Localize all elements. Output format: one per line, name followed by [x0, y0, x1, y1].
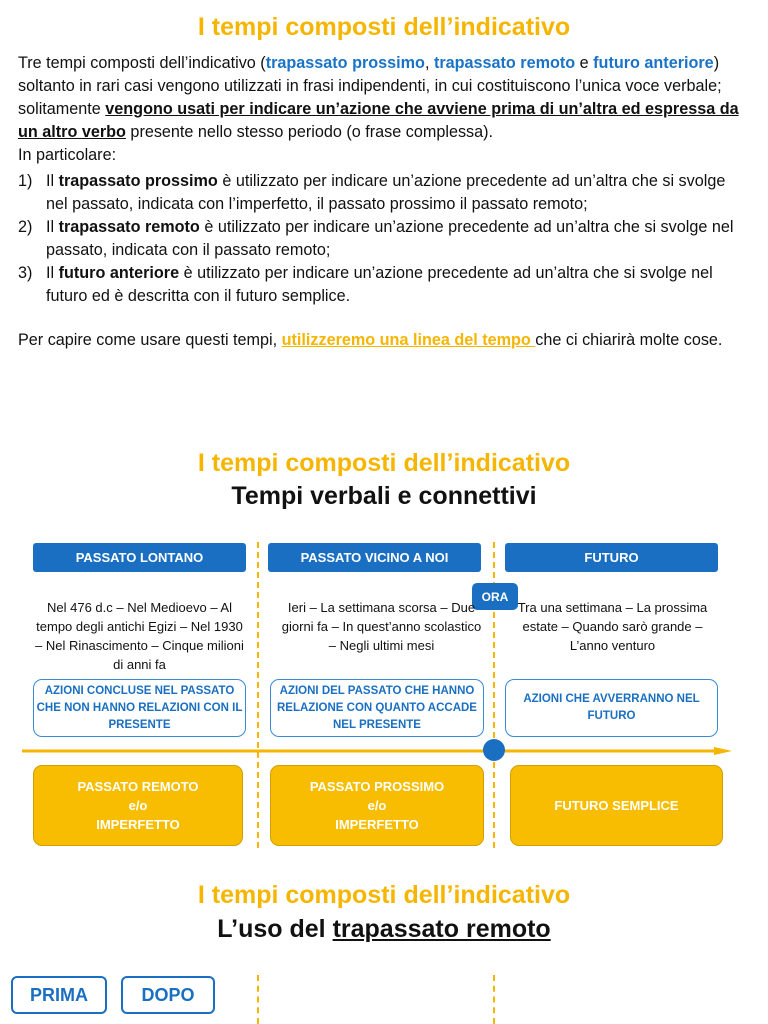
column-divider [257, 542, 259, 848]
intro-text-6: In particolare: [18, 146, 117, 164]
list-number: 1) [18, 172, 33, 190]
list-term: trapassato remoto [58, 218, 200, 236]
section1-title: I tempi composti dell’indicativo [197, 13, 571, 41]
list-item [18, 262, 748, 308]
list-text: è utilizzato per indicare un’azione precedente ad un’altra che si svolge nel futuro ed è descritta con il futuro semplice. [46, 264, 713, 305]
usage-list [18, 170, 748, 308]
intro-text-2: , [424, 54, 434, 72]
section3-title: I tempi composti dell’indicativo [197, 881, 571, 909]
list-term: trapassato prossimo [58, 172, 218, 190]
list-text: è utilizzato per indicare un’azione precedente ad un’altra che si svolge nel passato, indicata con il passato remoto; [46, 218, 734, 259]
list-number: 2) [18, 218, 33, 236]
examples-passato-vicino: Ieri – La settimana scorsa – Due giorni fa – In quest’anno scolastico – Negli ultimi mesi [281, 600, 482, 653]
intro-text-1: Tre tempi composti dell’indicativo ( [18, 54, 266, 72]
closing-text-1: Per capire come usare questi tempi, [18, 331, 282, 349]
header-passato-lontano: PASSATO LONTANO [33, 543, 246, 572]
column-divider [493, 975, 495, 1024]
section3-subtitle [0, 915, 768, 944]
term-trapassato-remoto: trapassato remoto [433, 54, 576, 72]
subtitle-prefix: L’uso del [217, 915, 333, 943]
term-futuro-anteriore: futuro anteriore [593, 54, 714, 72]
relation-passato-vicino: AZIONI DEL PASSATO CHE HANNO RELAZIONE CON QUANTO ACCADE NEL PRESENTE [270, 679, 484, 737]
header-futuro: FUTURO [505, 543, 718, 572]
relation-passato-lontano: AZIONI CONCLUSE NEL PASSATO CHE NON HANNO RELAZIONI CON IL PRESENTE [33, 679, 246, 737]
list-text: è utilizzato per indicare un’azione precedente ad un’altra che si svolge nel passato, indicata con l’imperfetto, il passato prossimo il passato remoto; [46, 172, 726, 213]
tense-passato-prossimo: PASSATO PROSSIMO e/o IMPERFETTO [270, 765, 484, 846]
list-text: Il [46, 264, 59, 282]
now-dot [483, 739, 505, 761]
closing-paragraph [18, 329, 748, 352]
tense-futuro-semplice: FUTURO SEMPLICE [510, 765, 723, 846]
closing-text-2: che ci chiarirà molte cose. [535, 331, 723, 349]
intro-text-3: e [575, 54, 594, 72]
dopo-button[interactable]: DOPO [121, 976, 215, 1014]
examples-futuro: Tra una settimana – La prossima estate – Quando sarò grande – L’anno venturo [517, 600, 708, 653]
timeline-link[interactable]: utilizzeremo una linea del tempo [281, 331, 536, 349]
now-marker-label: ORA [472, 583, 518, 610]
relation-futuro: AZIONI CHE AVVERRANNO NEL FUTURO [505, 679, 718, 737]
section2-title: I tempi composti dell’indicativo [197, 449, 571, 477]
list-number: 3) [18, 264, 33, 282]
list-item [18, 170, 748, 216]
intro-emphasis: vengono usati per indicare un’azione che avviene prima di un’altra ed espressa da un altro verbo [18, 100, 739, 141]
term-trapassato-prossimo: trapassato prossimo [265, 54, 425, 72]
list-item [18, 216, 748, 262]
intro-paragraph [18, 52, 748, 167]
timeline-arrow [22, 747, 732, 755]
list-text: Il [46, 172, 59, 190]
intro-text-5: presente nello stesso periodo (o frase complessa). [125, 123, 494, 141]
header-passato-vicino: PASSATO VICINO A NOI [268, 543, 481, 572]
prima-button[interactable]: PRIMA [11, 976, 107, 1014]
intro-text-4: ) soltanto in rari casi vengono utilizzati in frasi indipendenti, in cui costituiscono l’unica voce verbale; solitamente [18, 54, 722, 118]
list-text: Il [46, 218, 59, 236]
list-term: futuro anteriore [58, 264, 180, 282]
tense-passato-remoto: PASSATO REMOTO e/o IMPERFETTO [33, 765, 243, 846]
column-divider [257, 975, 259, 1024]
section2-subtitle: Tempi verbali e connettivi [231, 482, 537, 510]
examples-passato-lontano: Nel 476 d.c – Nel Medioevo – Al tempo degli antichi Egizi – Nel 1930 – Nel Rinascimento – Cinque milioni di anni fa [35, 600, 244, 672]
subtitle-term: trapassato remoto [332, 915, 551, 943]
